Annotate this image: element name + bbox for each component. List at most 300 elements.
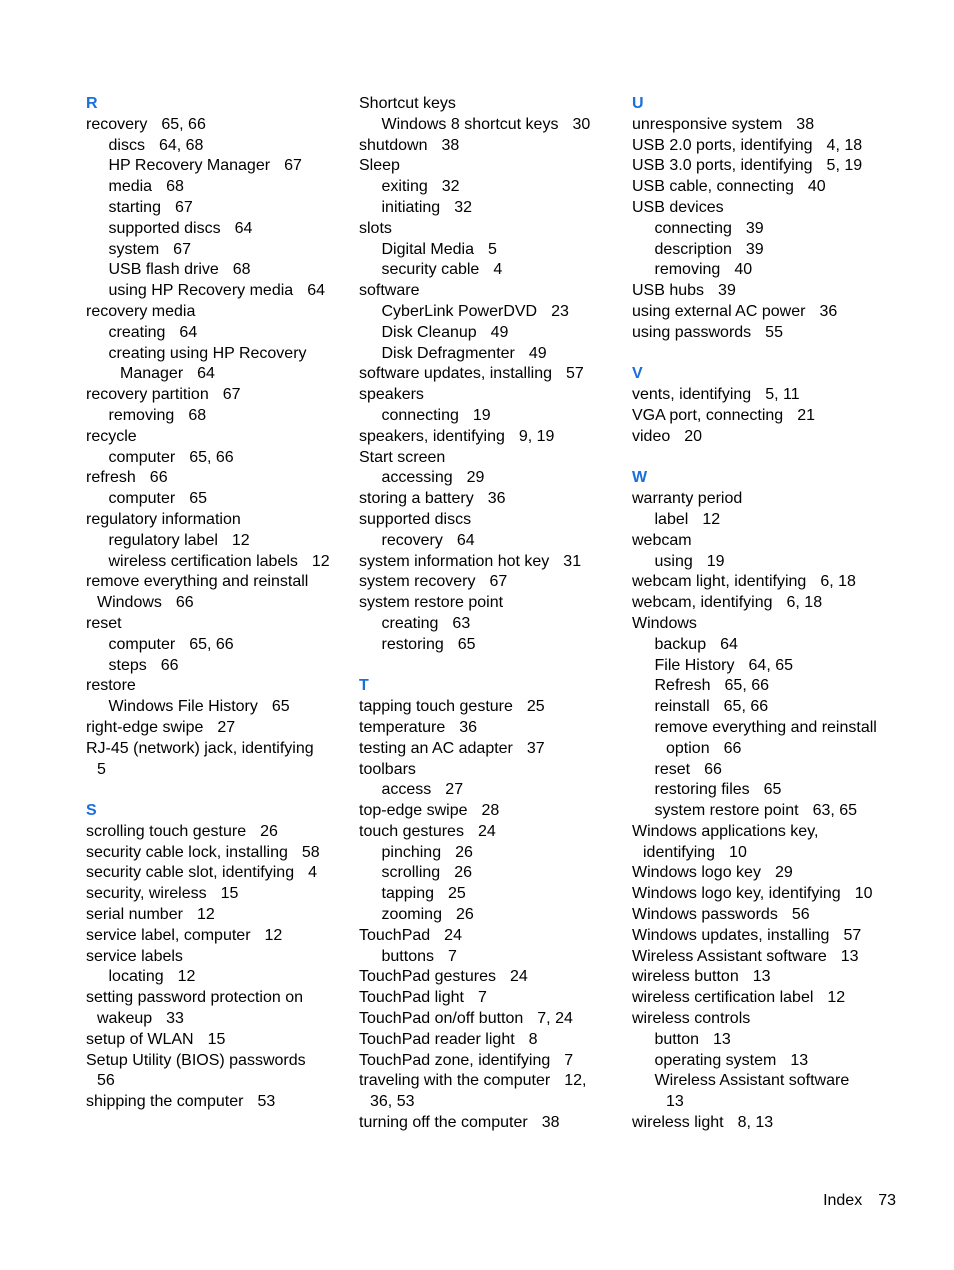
index-entry [359, 614, 621, 635]
index-entry [632, 510, 894, 531]
index-term: right-edge swipe [86, 718, 204, 736]
index-term: wireless controls [632, 1010, 751, 1028]
index-term: Windows [97, 594, 162, 612]
index-term: Windows 8 shortcut keys [381, 115, 559, 133]
index-term: service labels [86, 947, 183, 965]
index-term: using [654, 552, 693, 570]
index-page-ref: 39 [745, 240, 764, 258]
index-entry [359, 260, 621, 281]
index-entry [359, 1071, 621, 1092]
index-term: system restore point [654, 802, 799, 820]
index-page-ref: 32 [441, 178, 460, 196]
index-term: warranty period [632, 490, 743, 508]
index-term: system recovery [359, 573, 476, 591]
index-entry [632, 281, 894, 302]
index-entry [86, 822, 348, 843]
index-entry [632, 219, 894, 240]
index-entry [86, 676, 348, 697]
index-entry [359, 489, 621, 510]
index-page-ref: 38 [541, 1114, 560, 1132]
index-entry [632, 240, 894, 261]
index-entry [359, 344, 621, 365]
index-term: refresh [86, 469, 136, 487]
index-entry [86, 1051, 348, 1072]
index-page-ref: 27 [217, 718, 236, 736]
index-entry [632, 947, 894, 968]
index-page-ref: 36 [487, 490, 506, 508]
index-page-ref: 65 [271, 698, 290, 716]
index-term: security, wireless [86, 885, 207, 903]
index-term: label [654, 510, 689, 528]
index-term: recycle [86, 427, 137, 445]
index-term: serial number [86, 906, 183, 924]
index-entry [86, 385, 348, 406]
index-term: operating system [654, 1051, 777, 1069]
index-page-ref: 7 [447, 947, 457, 965]
index-page-ref: 12 [196, 906, 215, 924]
index-entry [632, 1092, 894, 1113]
index-term: starting [108, 198, 161, 216]
index-term: creating [108, 323, 166, 341]
index-term: scrolling touch gesture [86, 822, 247, 840]
index-page-ref: 12 [264, 926, 283, 944]
index-term: system [108, 240, 160, 258]
index-entry [359, 323, 621, 344]
index-entry [86, 988, 348, 1009]
index-term: Shortcut keys [359, 95, 456, 112]
index-page-ref: 8 [528, 1030, 538, 1048]
index-term: TouchPad gestures [359, 968, 496, 986]
index-term: locating [108, 968, 164, 986]
index-entry [86, 614, 348, 635]
index-page-ref: 68 [232, 261, 251, 279]
index-page-ref: 6, 18 [786, 594, 823, 612]
index-page-ref: 9, 19 [518, 427, 555, 445]
index-entry [632, 177, 894, 198]
index-term: software updates, installing [359, 365, 552, 383]
index-entry [86, 302, 348, 323]
index-entry [632, 760, 894, 781]
index-term: speakers, identifying [359, 427, 505, 445]
index-page-ref: 15 [220, 885, 239, 903]
index-term: supported discs [359, 510, 472, 528]
index-entry [359, 1030, 621, 1051]
index-page-ref: 57 [566, 365, 584, 383]
index-term: system information hot key [359, 552, 550, 570]
index-term: touch gestures [359, 822, 464, 840]
index-term: media [108, 178, 153, 196]
index-term: USB 2.0 ports, identifying [632, 136, 813, 154]
index-entry [632, 1009, 894, 1030]
index-page-ref: 64 [179, 323, 198, 341]
index-entry [359, 1009, 621, 1030]
index-term: restoring files [654, 781, 750, 799]
index-term: pinching [381, 843, 442, 861]
index-term: toolbars [359, 760, 416, 778]
index-page-ref: 6, 18 [820, 573, 856, 591]
index-page-ref: 26 [260, 822, 278, 840]
index-page-ref: 66 [160, 656, 179, 674]
index-term: remove everything and reinstall [654, 718, 877, 736]
index-term: tapping [381, 885, 434, 903]
index-page-ref: 23 [551, 302, 569, 320]
index-page-ref: 66 [175, 594, 194, 612]
index-page-ref: 66 [149, 469, 168, 487]
index-term: steps [108, 656, 147, 674]
page-footer [0, 1191, 896, 1211]
index-entry [632, 323, 894, 344]
index-entry [359, 510, 621, 531]
index-page-ref: 7 [477, 989, 487, 1007]
index-entry [359, 593, 621, 614]
index-term: Windows applications key, [632, 822, 819, 840]
index-entry [632, 656, 894, 677]
index-term: HP Recovery Manager [108, 157, 271, 175]
index-term: wireless certification labels [108, 552, 298, 570]
index-term: description [654, 240, 732, 258]
index-entry [86, 926, 348, 947]
index-term: removing [108, 406, 175, 424]
index-letter-heading: W [632, 469, 648, 487]
index-entry [86, 115, 348, 136]
index-term: using passwords [632, 323, 752, 341]
index-term: exiting [381, 178, 428, 196]
index-term: using HP Recovery media [108, 282, 294, 300]
index-term: button [654, 1030, 699, 1048]
index-term: Wireless Assistant software [654, 1072, 850, 1090]
index-page-ref: 24 [444, 926, 462, 944]
index-page-ref: 5, 19 [826, 157, 863, 175]
index-entry [359, 780, 621, 801]
index-entry [86, 863, 348, 884]
index-entry [632, 843, 894, 864]
index-entry [86, 468, 348, 489]
index-page-ref: 40 [734, 261, 753, 279]
index-term: Digital Media [381, 240, 474, 258]
index-entry [86, 240, 348, 261]
index-entry [86, 177, 348, 198]
index-entry [86, 344, 348, 365]
index-term: Refresh [654, 677, 711, 695]
index-term: Windows [632, 614, 697, 632]
index-page-ref: 12 [827, 989, 846, 1007]
index-term: recovery media [86, 302, 196, 320]
index-term: computer [108, 448, 176, 466]
index-letter-heading: T [359, 677, 369, 695]
index-page-ref: 26 [454, 864, 472, 882]
index-entry [632, 1051, 894, 1072]
index-page-ref: 63 [452, 614, 471, 632]
index-page-ref: 38 [441, 136, 460, 154]
index-term: speakers [359, 386, 424, 404]
index-term: unresponsive system [632, 115, 783, 133]
index-letter-heading: U [632, 95, 644, 112]
index-page-ref: 29 [774, 864, 793, 882]
index-term: backup [654, 635, 707, 653]
index-entry [86, 323, 348, 344]
index-entry [359, 718, 621, 739]
index-entry [86, 198, 348, 219]
index-entry [359, 364, 621, 385]
index-page-ref: 7, 24 [537, 1010, 573, 1028]
index-entry [632, 406, 894, 427]
index-page-ref: 63, 65 [812, 802, 858, 820]
index-page-ref: 64, 68 [158, 136, 204, 154]
index-term: supported discs [108, 219, 221, 237]
index-entry [359, 385, 621, 406]
index-term: access [381, 781, 432, 799]
index-term: Windows updates, installing [632, 926, 830, 944]
index-term: USB 3.0 ports, identifying [632, 157, 813, 175]
index-entry [632, 967, 894, 988]
index-term: wakeup [97, 1010, 153, 1028]
index-entry [632, 1030, 894, 1051]
index-term: 56 [97, 1072, 115, 1090]
index-page-ref: 13 [712, 1030, 731, 1048]
index-entry [632, 697, 894, 718]
index-page-ref: 65, 66 [161, 115, 206, 133]
index-entry [632, 198, 894, 219]
index-page-ref: 31 [563, 552, 582, 570]
index-page-ref: 64 [234, 219, 253, 237]
index-page-ref: 64 [197, 365, 215, 383]
index-page-ref: 66 [704, 760, 722, 778]
index-entry [86, 531, 348, 552]
index-page-ref: 30 [572, 115, 591, 133]
index-page-ref: 13 [840, 947, 859, 965]
index-page-ref: 4 [493, 261, 503, 279]
index-entry [359, 822, 621, 843]
index-page-ref: 10 [854, 885, 873, 903]
index-entry [86, 1030, 348, 1051]
index-entry [632, 572, 894, 593]
index-page-ref: 19 [706, 552, 725, 570]
index-entry [359, 552, 621, 573]
index-term: webcam [632, 531, 692, 549]
index-entry [86, 843, 348, 864]
index-entry [359, 1113, 621, 1134]
index-term: USB flash drive [108, 261, 219, 279]
index-page-ref: 64 [720, 635, 738, 653]
index-page-ref: 24 [509, 968, 528, 986]
index-entry [359, 905, 621, 926]
index-entry [86, 593, 348, 614]
index-entry [632, 385, 894, 406]
index-entry [86, 156, 348, 177]
index-page-ref: 5 [487, 240, 497, 258]
index-entry [632, 156, 894, 177]
index-page-ref: 13 [752, 968, 771, 986]
index-page-ref: 36 [459, 718, 478, 736]
index-term: creating [381, 614, 439, 632]
index-page-ref: 10 [729, 843, 747, 861]
index-term: Manager [120, 365, 184, 383]
index-entry [359, 843, 621, 864]
index-page-ref: 65, 66 [723, 698, 769, 716]
index-page-ref: 13 [790, 1051, 809, 1069]
index-term: software [359, 282, 420, 300]
index-entry [632, 489, 894, 510]
index-entry [632, 676, 894, 697]
index-letter-heading: V [632, 365, 643, 383]
index-page-ref: 57 [843, 926, 862, 944]
index-term: restore [86, 677, 136, 695]
index-entry [632, 635, 894, 656]
index-entry [632, 614, 894, 635]
index-entry [359, 448, 621, 469]
index-entry [86, 967, 348, 988]
index-entry [359, 1051, 621, 1072]
index-entry [632, 260, 894, 281]
index-term: regulatory information [86, 510, 241, 528]
index-page-ref: 65 [763, 781, 782, 799]
index-entry [359, 739, 621, 760]
index-entry [359, 635, 621, 656]
index-page-ref: 12 [231, 531, 250, 549]
index-entry [86, 427, 348, 448]
index-term: video [632, 427, 671, 445]
index-page-ref: 38 [796, 115, 815, 133]
index-page-ref: 68 [166, 178, 184, 196]
index-entry [86, 281, 348, 302]
index-entry [359, 136, 621, 157]
index-entry [632, 302, 894, 323]
index-page-ref: 12 [702, 510, 721, 528]
index-term: connecting [381, 406, 459, 424]
index-entry [359, 302, 621, 323]
footer-page-number: 73 [878, 1192, 896, 1209]
index-page-ref: 7 [564, 1051, 574, 1069]
index-page-ref: 40 [807, 178, 826, 196]
index-entry [632, 718, 894, 739]
index-entry [359, 281, 621, 302]
index-entry [632, 801, 894, 822]
index-term: remove everything and reinstall [86, 573, 309, 591]
index-entry [86, 552, 348, 573]
index-page-ref: 65 [189, 490, 207, 508]
index-page-ref: 56 [791, 906, 810, 924]
index-entry [359, 198, 621, 219]
index-term: Wireless Assistant software [632, 947, 827, 965]
index-entry [86, 635, 348, 656]
index-term: TouchPad [359, 926, 431, 944]
index-term: accessing [381, 469, 453, 487]
index-page-ref: 8, 13 [737, 1114, 774, 1132]
index-page-ref: 66 [723, 739, 742, 757]
index-entry [359, 884, 621, 905]
index-entry [359, 468, 621, 489]
index-page-ref: 65, 66 [724, 677, 770, 695]
index-page-ref: 49 [528, 344, 547, 362]
index-page-ref: 26 [455, 843, 473, 861]
index-entry [86, 364, 348, 385]
index-term: VGA port, connecting [632, 406, 784, 424]
index-letter-heading: S [86, 802, 97, 820]
index-entry [359, 177, 621, 198]
index-entry [86, 489, 348, 510]
index-entry [86, 136, 348, 157]
index-term: restoring [381, 635, 444, 653]
index-entry [359, 531, 621, 552]
index-term: Disk Defragmenter [381, 344, 515, 362]
index-entry [359, 219, 621, 240]
index-page-ref: 53 [257, 1093, 276, 1111]
index-page-ref: 25 [526, 698, 545, 716]
index-term: traveling with the computer [359, 1072, 551, 1090]
index-term: initiating [381, 198, 441, 216]
index-entry [632, 780, 894, 801]
index-entry [86, 697, 348, 718]
index-term: regulatory label [108, 531, 218, 549]
index-term: wireless button [632, 968, 739, 986]
index-term: recovery [86, 115, 148, 133]
index-entry [632, 531, 894, 552]
index-term: Sleep [359, 157, 400, 175]
index-letter-heading: R [86, 95, 98, 112]
index-entry [632, 552, 894, 573]
index-page-ref: 36 [819, 302, 838, 320]
index-term: service label, computer [86, 926, 251, 944]
index-term: computer [108, 490, 176, 508]
index-term: slots [359, 219, 392, 237]
index-entry [86, 219, 348, 240]
index-term: 36, 53 [370, 1093, 415, 1111]
index-term: Disk Cleanup [381, 323, 477, 341]
index-entry [359, 926, 621, 947]
index-entry [632, 1071, 894, 1092]
index-term: storing a battery [359, 490, 474, 508]
index-page-ref: 25 [448, 885, 466, 903]
index-term: webcam, identifying [632, 594, 773, 612]
index-term: shipping the computer [86, 1093, 244, 1111]
index-term: security cable slot, identifying [86, 864, 295, 882]
index-term: recovery [381, 531, 443, 549]
index-term: system restore point [359, 594, 504, 612]
index-entry [632, 115, 894, 136]
index-term: scrolling [381, 864, 441, 882]
index-term: wireless light [632, 1114, 724, 1132]
index-page-ref: 67 [222, 386, 241, 404]
index-page-ref: 64, 65 [748, 656, 793, 674]
index-term: Windows logo key [632, 864, 761, 882]
index-term: RJ-45 (network) jack, identifying [86, 739, 314, 757]
footer-label: Index [823, 1192, 863, 1209]
index-entry [632, 926, 894, 947]
index-page-ref: 67 [284, 157, 302, 175]
index-term: File History [654, 656, 735, 674]
index-entry [86, 260, 348, 281]
index-entry [86, 1009, 348, 1030]
index-term: Start screen [359, 448, 446, 466]
index-term: connecting [654, 219, 732, 237]
index-entry [86, 947, 348, 968]
index-page-ref: 19 [472, 406, 491, 424]
index-column-2 [359, 94, 621, 1134]
index-term: removing [654, 261, 721, 279]
index-entry [86, 448, 348, 469]
index-term: CyberLink PowerDVD [381, 302, 538, 320]
index-term: USB devices [632, 198, 724, 216]
index-entry [632, 822, 894, 843]
index-term: 13 [666, 1093, 684, 1111]
index-term: TouchPad zone, identifying [359, 1051, 551, 1069]
index-term: setup of WLAN [86, 1030, 194, 1048]
index-page-ref: 33 [166, 1010, 184, 1028]
index-term: tapping touch gesture [359, 698, 513, 716]
index-page-ref: 27 [445, 781, 464, 799]
index-term: testing an AC adapter [359, 739, 513, 757]
index-page-ref: 28 [481, 802, 500, 820]
